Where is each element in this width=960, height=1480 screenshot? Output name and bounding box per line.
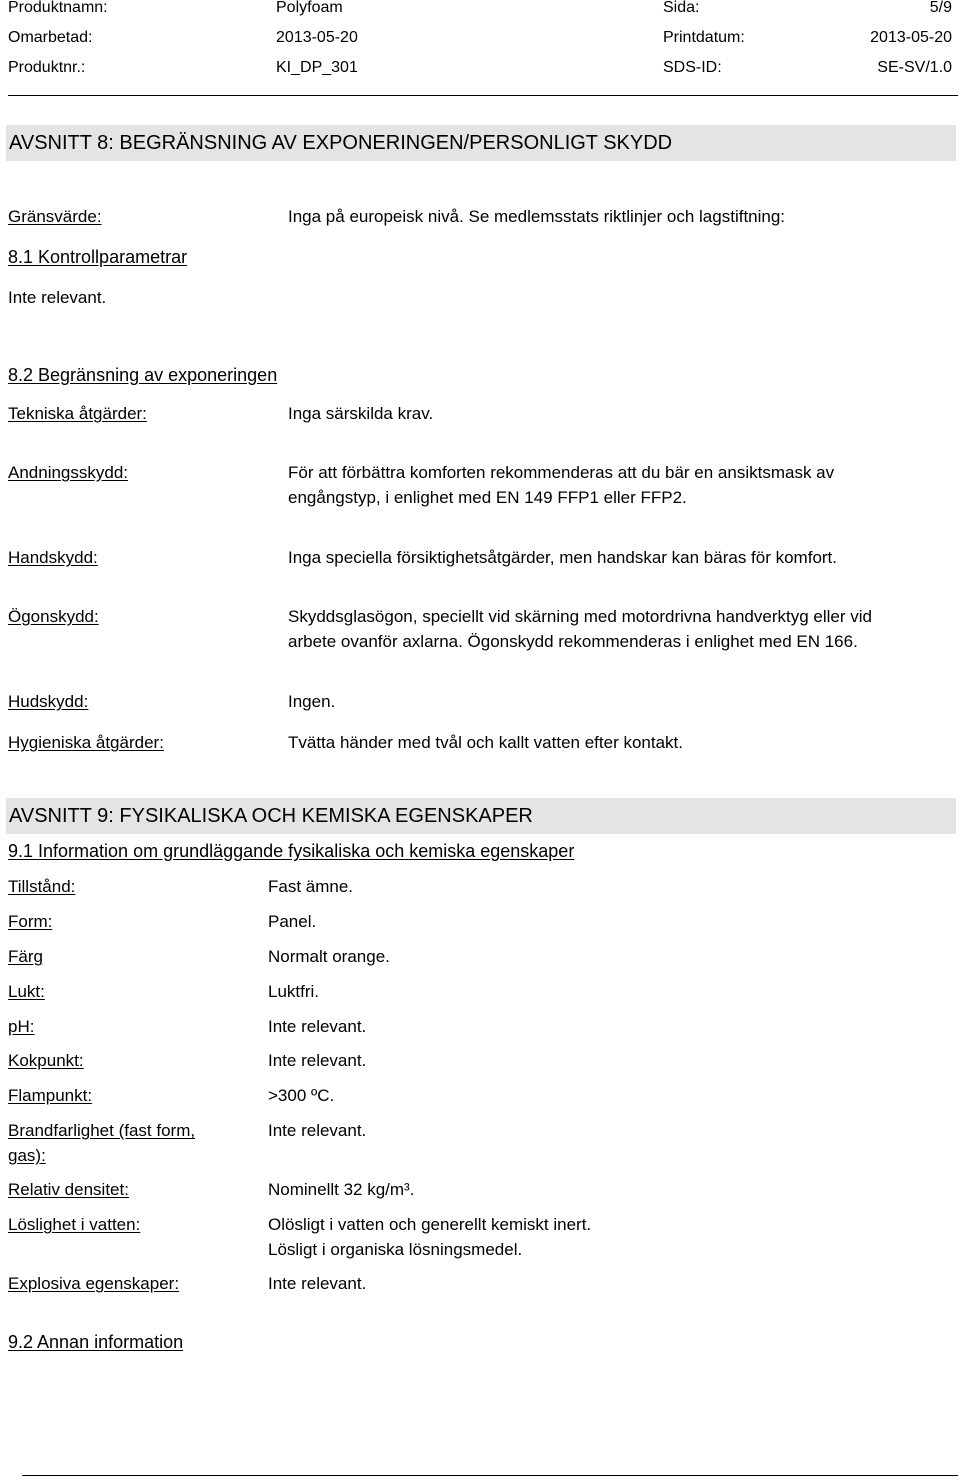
product-name-label: Produktnamn: <box>8 0 108 16</box>
print-date-label: Printdatum: <box>663 29 745 46</box>
page-label: Sida: <box>663 0 700 16</box>
respiratory-value-line1: För att förbättra komforten rekommenderas att du bär en ansiktsmask av <box>288 463 835 482</box>
product-no: KI_DP_301 <box>276 59 358 76</box>
subsection-9-1: 9.1 Information om grundläggande fysikaliska och kemiska egenskaper <box>8 841 575 861</box>
prop-label: Färg <box>8 947 43 966</box>
prop-label: Tillstånd: <box>8 877 76 896</box>
subsection-8-1-text: Inte relevant. <box>8 288 107 307</box>
prop-label: Form: <box>8 912 53 931</box>
prop-label: pH: <box>8 1017 35 1036</box>
prop-value: Luktfri. <box>268 982 320 1001</box>
sds-id-label: SDS-ID: <box>663 59 722 76</box>
prop-value: Olösligt i vatten och generellt kemiskt inert. <box>268 1215 592 1234</box>
product-name: Polyfoam <box>276 0 343 16</box>
tech-measures-label: Tekniska åtgärder: <box>8 404 147 423</box>
prop-label: Explosiva egenskaper: <box>8 1274 180 1293</box>
product-no-label: Produktnr.: <box>8 59 86 76</box>
eye-protection-label: Ögonskydd: <box>8 607 99 626</box>
footer-divider <box>22 1475 958 1476</box>
prop-label: Kokpunkt: <box>8 1051 84 1070</box>
skin-protection-value: Ingen. <box>288 692 336 711</box>
limit-value: Inga på europeisk nivå. Se medlemsstats riktlinjer och lagstiftning: <box>288 207 786 226</box>
section-8-title: AVSNITT 8: BEGRÄNSNING AV EXPONERINGEN/PERSONLIGT SKYDD <box>6 125 956 161</box>
skin-protection-label: Hudskydd: <box>8 692 89 711</box>
eye-protection-value-line2: arbete ovanför axlarna. Ögonskydd rekommenderas i enlighet med EN 166. <box>288 632 858 651</box>
tech-measures-value: Inga särskilda krav. <box>288 404 434 423</box>
prop-value: Normalt orange. <box>268 947 390 966</box>
prop-value: Panel. <box>268 912 317 931</box>
prop-value: Fast ämne. <box>268 877 354 896</box>
prop-label-line2: gas): <box>8 1146 46 1165</box>
hand-protection-label: Handskydd: <box>8 548 98 567</box>
header-divider <box>8 95 958 96</box>
prop-label: Relativ densitet: <box>8 1180 129 1199</box>
prop-label: Löslighet i vatten: <box>8 1215 141 1234</box>
respiratory-label: Andningsskydd: <box>8 463 129 482</box>
prop-label: Lukt: <box>8 982 45 1001</box>
page-number: 5/9 <box>929 0 952 16</box>
subsection-9-2: 9.2 Annan information <box>8 1332 184 1352</box>
prop-label: Brandfarlighet (fast form, <box>8 1121 196 1140</box>
respiratory-value-line2: engångstyp, i enlighet med EN 149 FFP1 eller FFP2. <box>288 488 687 507</box>
prop-value: Inte relevant. <box>268 1121 367 1140</box>
subsection-8-1: 8.1 Kontrollparametrar <box>8 247 188 267</box>
hygiene-value: Tvätta händer med tvål och kallt vatten efter kontakt. <box>288 733 683 752</box>
sds-id: SE-SV/1.0 <box>877 59 952 76</box>
eye-protection-value-line1: Skyddsglasögon, speciellt vid skärning med motordrivna handverktyg eller vid <box>288 607 872 626</box>
section-9-title: AVSNITT 9: FYSIKALISKA OCH KEMISKA EGENSKAPER <box>6 798 956 834</box>
print-date: 2013-05-20 <box>870 29 952 46</box>
limit-label: Gränsvärde: <box>8 207 102 226</box>
hygiene-label: Hygieniska åtgärder: <box>8 733 164 752</box>
subsection-8-2: 8.2 Begränsning av exponeringen <box>8 365 278 385</box>
prop-value: Nominellt 32 kg/m³. <box>268 1180 415 1199</box>
document-header <box>0 0 960 96</box>
revised-date: 2013-05-20 <box>276 29 358 46</box>
prop-value: Inte relevant. <box>268 1051 367 1070</box>
prop-value: >300 ºC. <box>268 1086 335 1105</box>
prop-value: Inte relevant. <box>268 1274 367 1293</box>
prop-value: Inte relevant. <box>268 1017 367 1036</box>
prop-label: Flampunkt: <box>8 1086 93 1105</box>
hand-protection-value: Inga speciella försiktighetsåtgärder, men handskar kan bäras för komfort. <box>288 548 838 567</box>
revised-label: Omarbetad: <box>8 29 93 46</box>
prop-value-line2: Lösligt i organiska lösningsmedel. <box>268 1240 523 1259</box>
